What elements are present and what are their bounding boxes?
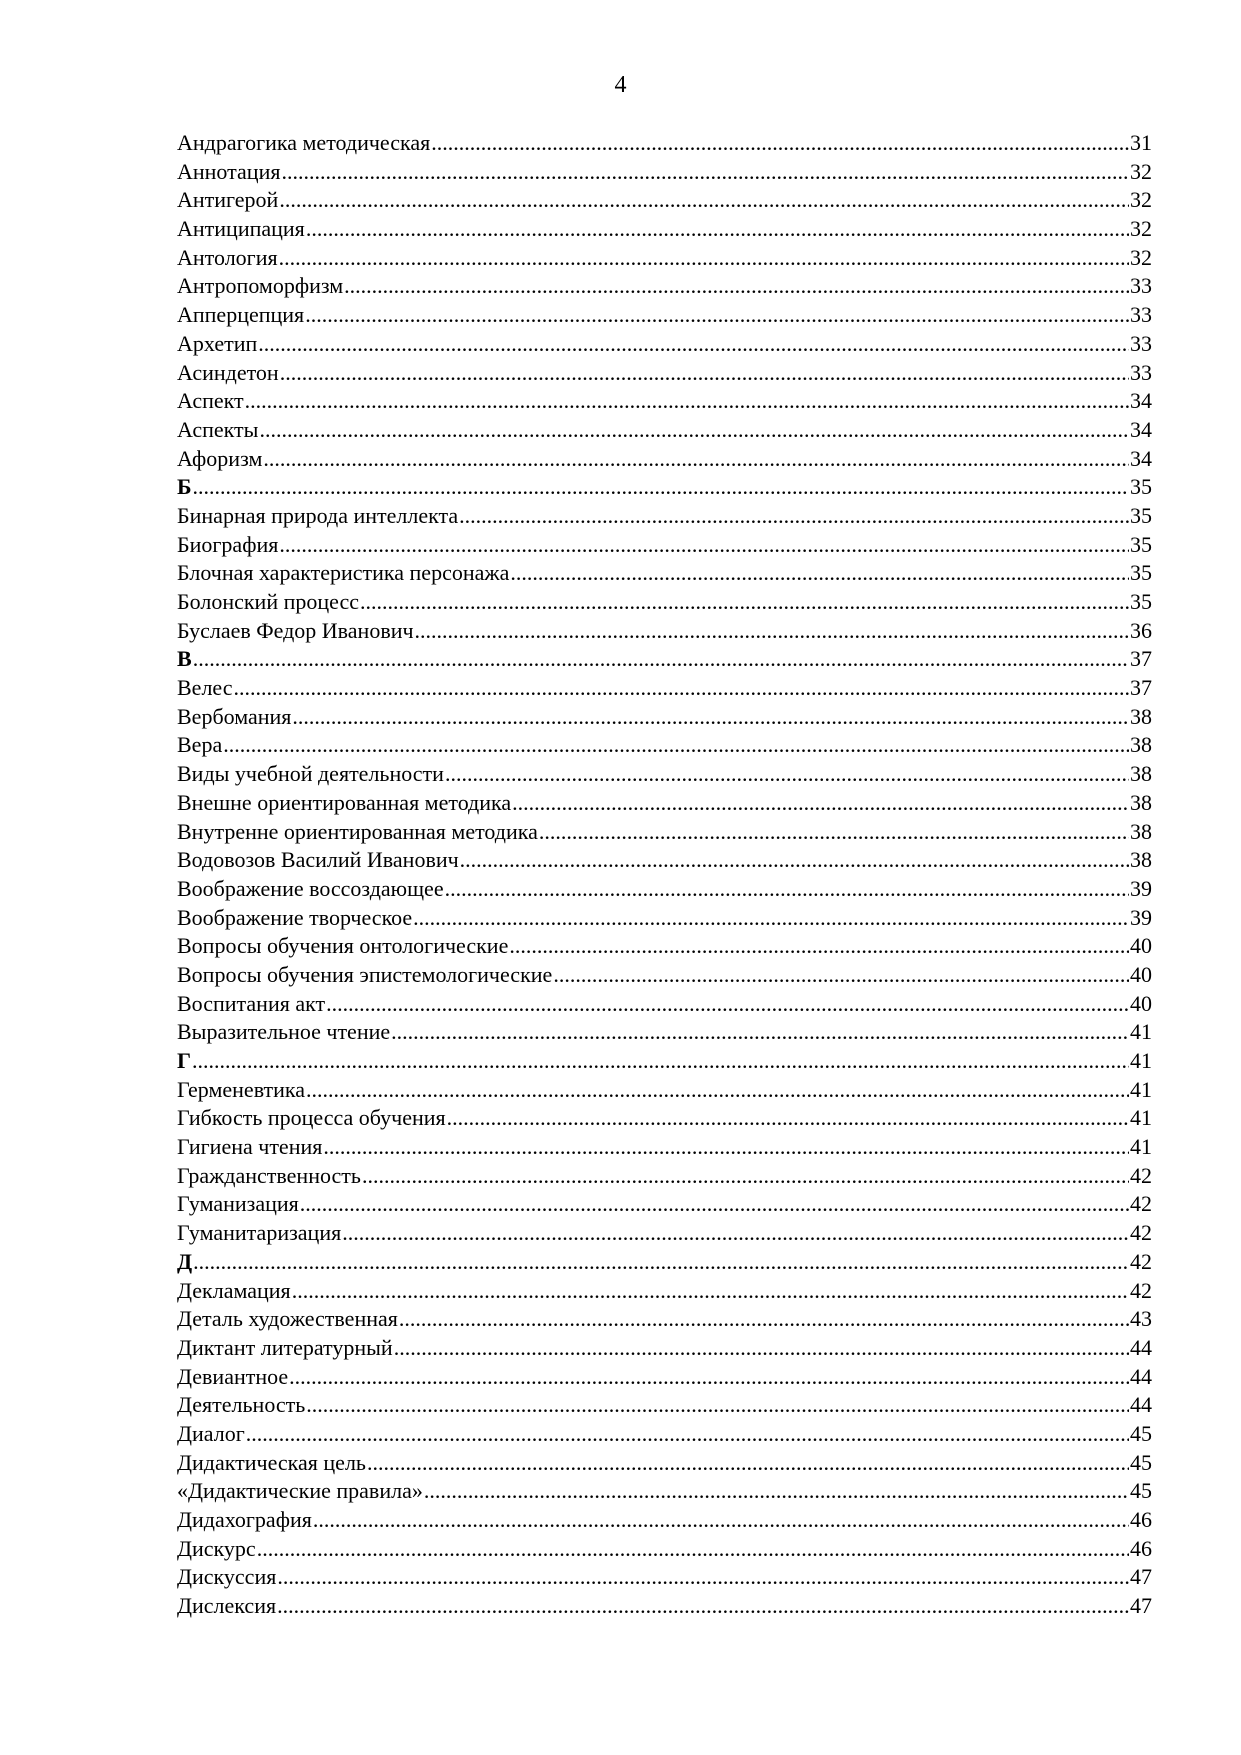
toc-entry[interactable] (177, 1277, 1152, 1306)
toc-dot-leader (342, 1219, 1129, 1248)
toc-entry-page: 43 (1130, 1306, 1152, 1332)
toc-entry-page: 35 (1130, 474, 1152, 500)
toc-dot-leader (362, 1162, 1129, 1191)
toc-dot-leader (280, 359, 1129, 388)
toc-entry-page: 36 (1130, 617, 1152, 643)
toc-entry-page: 33 (1130, 359, 1152, 385)
toc-entry-title: Дискурс (177, 1535, 256, 1561)
toc-entry-page: 35 (1130, 502, 1152, 528)
toc-entry-page: 46 (1130, 1535, 1152, 1561)
toc-entry-page: 40 (1130, 933, 1152, 959)
toc-entry[interactable] (177, 502, 1152, 531)
toc-entry[interactable] (177, 1420, 1152, 1449)
toc-dot-leader (539, 818, 1129, 847)
toc-entry-title: В (177, 646, 192, 672)
toc-entry[interactable] (177, 1363, 1152, 1392)
toc-entry[interactable] (177, 703, 1152, 732)
toc-entry[interactable] (177, 330, 1152, 359)
toc-entry-page: 41 (1130, 1076, 1152, 1102)
toc-letter-heading[interactable] (177, 645, 1152, 674)
toc-entry-page: 33 (1130, 273, 1152, 299)
toc-dot-leader (512, 789, 1129, 818)
toc-entry-title: Антигерой (177, 187, 279, 213)
toc-entry[interactable] (177, 932, 1152, 961)
toc-dot-leader (193, 473, 1129, 502)
toc-entry[interactable] (177, 818, 1152, 847)
toc-dot-leader (263, 445, 1129, 474)
toc-entry-page: 35 (1130, 560, 1152, 586)
toc-entry-title: Выразительное чтение (177, 1019, 391, 1045)
toc-entry[interactable] (177, 846, 1152, 875)
toc-entry-title: Антропоморфизм (177, 273, 344, 299)
toc-letter-heading[interactable] (177, 1248, 1152, 1277)
toc-dot-leader (257, 1535, 1129, 1564)
toc-entry[interactable] (177, 215, 1152, 244)
toc-dot-leader (326, 990, 1129, 1019)
toc-entry-page: 34 (1130, 388, 1152, 414)
toc-entry-page: 38 (1130, 732, 1152, 758)
toc-entry-title: Дидахография (177, 1507, 312, 1532)
toc-entry-title: Андрагогика методическая (177, 130, 431, 155)
toc-entry-title: Аннотация (177, 158, 281, 184)
toc-entry-title: Дискуссия (177, 1564, 277, 1590)
toc-entry-title: Водовозов Василий Иванович (177, 847, 459, 873)
toc-entry-title: Аспект (177, 388, 244, 414)
toc-entry[interactable] (177, 1535, 1152, 1564)
toc-entry-title: Воображение воссоздающее (177, 875, 444, 901)
toc-entry-page: 38 (1130, 847, 1152, 873)
toc-entry-page: 45 (1130, 1449, 1152, 1475)
toc-entry-page: 47 (1130, 1593, 1152, 1619)
toc-entry[interactable] (177, 1391, 1152, 1420)
toc-entry-title: Девиантное (177, 1363, 289, 1389)
toc-dot-leader (279, 244, 1129, 273)
toc-entry-title: Внешне ориентированная методика (177, 789, 512, 815)
toc-entry-title: Аспекты (177, 416, 259, 442)
toc-entry-title: Вопросы обучения эпистемологические (177, 961, 553, 987)
toc-entry[interactable] (177, 129, 1152, 158)
toc-entry[interactable] (177, 301, 1152, 330)
toc-entry-title: Воспитания акт (177, 990, 326, 1016)
toc-letter-heading[interactable] (177, 473, 1152, 502)
toc-dot-leader (445, 875, 1129, 904)
toc-dot-leader (279, 531, 1129, 560)
toc-entry[interactable] (177, 961, 1152, 990)
toc-entry[interactable] (177, 1305, 1152, 1334)
toc-dot-leader (259, 416, 1129, 445)
toc-entry-title: Дидактическая цель (177, 1449, 366, 1475)
toc-entry-page: 44 (1130, 1334, 1152, 1360)
toc-entry-page: 31 (1130, 130, 1152, 155)
toc-letter-heading[interactable] (177, 1047, 1152, 1076)
toc-entry-title: Афоризм (177, 445, 263, 471)
toc-entry-page: 37 (1130, 675, 1152, 701)
toc-entry-title: «Дидактические правила» (177, 1478, 423, 1504)
toc-entry-page: 45 (1130, 1420, 1152, 1446)
toc-entry-page: 35 (1130, 531, 1152, 557)
toc-entry[interactable] (177, 272, 1152, 301)
toc-entry-title: Диалог (177, 1420, 245, 1446)
toc-dot-leader (509, 932, 1129, 961)
toc-entry[interactable] (177, 1592, 1152, 1621)
toc-entry-page: 41 (1130, 1048, 1152, 1073)
toc-dot-leader (305, 301, 1129, 330)
toc-dot-leader (399, 1305, 1129, 1334)
toc-entry-page: 42 (1130, 1162, 1152, 1188)
toc-dot-leader (459, 502, 1129, 531)
toc-entry[interactable] (177, 875, 1152, 904)
toc-dot-leader (553, 961, 1129, 990)
toc-entry-title: Асиндетон (177, 359, 279, 385)
toc-entry[interactable] (177, 1506, 1152, 1535)
toc-dot-leader (445, 760, 1129, 789)
toc-dot-leader (344, 272, 1129, 301)
toc-dot-leader (300, 1190, 1129, 1219)
toc-entry-page: 40 (1130, 961, 1152, 987)
toc-dot-leader (193, 645, 1129, 674)
toc-entry-page: 42 (1130, 1277, 1152, 1303)
toc-entry-title: Деятельность (177, 1392, 306, 1418)
toc-entry[interactable] (177, 1219, 1152, 1248)
toc-entry-page: 38 (1130, 818, 1152, 844)
toc-entry-title: Вербомания (177, 703, 292, 729)
toc-entry-title: Гигиена чтения (177, 1134, 323, 1160)
toc-dot-leader (192, 1047, 1129, 1076)
toc-entry[interactable] (177, 731, 1152, 760)
toc-dot-leader (246, 1420, 1129, 1449)
toc-entry-page: 33 (1130, 330, 1152, 356)
toc-entry-title: Гуманитаризация (177, 1220, 342, 1246)
toc-entry[interactable] (177, 789, 1152, 818)
toc-entry-page: 41 (1130, 1019, 1152, 1045)
toc-dot-leader (193, 1248, 1129, 1277)
toc-dot-leader (258, 330, 1129, 359)
toc-dot-leader (367, 1449, 1129, 1478)
toc-entry-title: Антиципация (177, 216, 305, 242)
toc-entry[interactable] (177, 1563, 1152, 1592)
toc-entry[interactable] (177, 416, 1152, 445)
toc-entry-title: Биография (177, 531, 279, 557)
toc-entry-page: 32 (1130, 244, 1152, 270)
toc-dot-leader (289, 1363, 1129, 1392)
toc-entry[interactable] (177, 359, 1152, 388)
toc-entry[interactable] (177, 387, 1152, 416)
toc-entry-title: Гибкость процесса обучения (177, 1105, 446, 1131)
toc-entry-title: Виды учебной деятельности (177, 761, 444, 787)
toc-entry-page: 42 (1130, 1220, 1152, 1246)
toc-dot-leader (313, 1506, 1129, 1535)
toc-entry[interactable] (177, 1334, 1152, 1363)
toc-entry[interactable] (177, 1477, 1152, 1506)
toc-entry-page: 42 (1130, 1191, 1152, 1217)
toc-entry-page: 42 (1130, 1248, 1152, 1274)
toc-entry-title: Вопросы обучения онтологические (177, 933, 509, 959)
table-of-contents (177, 129, 1152, 1621)
toc-entry[interactable] (177, 617, 1152, 646)
toc-entry-title: Внутренне ориентированная методика (177, 818, 538, 844)
toc-entry-title: Деталь художественная (177, 1306, 398, 1332)
toc-entry-title: Гуманизация (177, 1191, 299, 1217)
toc-dot-leader (277, 1592, 1129, 1621)
toc-dot-leader (245, 387, 1129, 416)
toc-entry-title: Апперцепция (177, 302, 305, 328)
toc-entry-page: 35 (1130, 589, 1152, 614)
toc-dot-leader (460, 846, 1129, 875)
toc-entry-page: 32 (1130, 187, 1152, 213)
toc-entry-page: 38 (1130, 789, 1152, 815)
toc-entry-title: Г (177, 1048, 191, 1073)
toc-entry-page: 34 (1130, 445, 1152, 471)
toc-dot-leader (277, 1563, 1129, 1592)
toc-dot-leader (306, 1076, 1129, 1105)
toc-entry-page: 34 (1130, 416, 1152, 442)
toc-entry-title: Антология (177, 244, 278, 270)
toc-entry-page: 39 (1130, 875, 1152, 901)
toc-entry-page: 38 (1130, 703, 1152, 729)
toc-entry[interactable] (177, 1076, 1152, 1105)
toc-entry[interactable] (177, 588, 1152, 617)
toc-entry[interactable] (177, 1162, 1152, 1191)
toc-entry-page: 32 (1130, 158, 1152, 184)
toc-dot-leader (394, 1334, 1129, 1363)
toc-entry-title: Декламация (177, 1277, 291, 1303)
toc-entry[interactable] (177, 990, 1152, 1019)
toc-entry-page: 46 (1130, 1507, 1152, 1532)
toc-entry-title: Дислексия (177, 1593, 277, 1619)
toc-dot-leader (281, 158, 1129, 187)
toc-entry-title: Диктант литературный (177, 1334, 393, 1360)
toc-entry[interactable] (177, 1018, 1152, 1047)
toc-dot-leader (391, 1018, 1129, 1047)
toc-entry-title: Болонский процесс (177, 589, 359, 614)
toc-entry[interactable] (177, 158, 1152, 187)
toc-dot-leader (360, 588, 1129, 617)
toc-entry-page: 39 (1130, 904, 1152, 930)
toc-dot-leader (306, 1391, 1129, 1420)
toc-entry[interactable] (177, 1133, 1152, 1162)
toc-dot-leader (292, 1277, 1129, 1306)
page-number: 4 (614, 72, 627, 98)
toc-entry-page: 32 (1130, 216, 1152, 242)
toc-entry-title: Д (177, 1248, 193, 1274)
toc-dot-leader (415, 617, 1129, 646)
toc-entry[interactable] (177, 1449, 1152, 1478)
toc-dot-leader (223, 731, 1129, 760)
toc-entry-page: 44 (1130, 1392, 1152, 1418)
toc-dot-leader (292, 703, 1129, 732)
toc-entry-title: Блочная характеристика персонажа (177, 560, 510, 586)
toc-dot-leader (447, 1104, 1129, 1133)
toc-entry-title: Бинарная природа интеллекта (177, 502, 459, 528)
toc-entry-page: 33 (1130, 302, 1152, 328)
toc-dot-leader (424, 1477, 1129, 1506)
toc-dot-leader (510, 559, 1129, 588)
toc-entry-page: 44 (1130, 1363, 1152, 1389)
toc-dot-leader (431, 129, 1129, 158)
toc-entry[interactable] (177, 244, 1152, 273)
toc-dot-leader (323, 1133, 1129, 1162)
toc-dot-leader (279, 186, 1129, 215)
toc-entry[interactable] (177, 559, 1152, 588)
toc-entry[interactable] (177, 904, 1152, 933)
toc-entry-title: Архетип (177, 330, 258, 356)
toc-dot-leader (234, 674, 1130, 703)
toc-entry[interactable] (177, 1104, 1152, 1133)
toc-entry-page: 37 (1130, 646, 1152, 672)
toc-entry-title: Герменевтика (177, 1076, 306, 1102)
toc-entry-title: Гражданственность (177, 1162, 361, 1188)
toc-entry-title: Вера (177, 732, 223, 758)
toc-entry-page: 41 (1130, 1105, 1152, 1131)
toc-entry[interactable] (177, 531, 1152, 560)
toc-entry-page: 47 (1130, 1564, 1152, 1590)
toc-entry[interactable] (177, 186, 1152, 215)
toc-entry[interactable] (177, 674, 1152, 703)
toc-entry-title: Буслаев Федор Иванович (177, 617, 414, 643)
toc-entry-page: 38 (1130, 761, 1152, 787)
toc-entry[interactable] (177, 1190, 1152, 1219)
toc-entry-title: Велес (177, 675, 233, 701)
toc-entry-title: Воображение творческое (177, 904, 413, 930)
toc-entry-page: 45 (1130, 1478, 1152, 1504)
toc-entry[interactable] (177, 445, 1152, 474)
toc-entry[interactable] (177, 760, 1152, 789)
toc-entry-title: Б (177, 474, 192, 500)
toc-dot-leader (306, 215, 1129, 244)
toc-dot-leader (413, 904, 1129, 933)
toc-entry-page: 41 (1130, 1134, 1152, 1160)
toc-entry-page: 40 (1130, 990, 1152, 1016)
